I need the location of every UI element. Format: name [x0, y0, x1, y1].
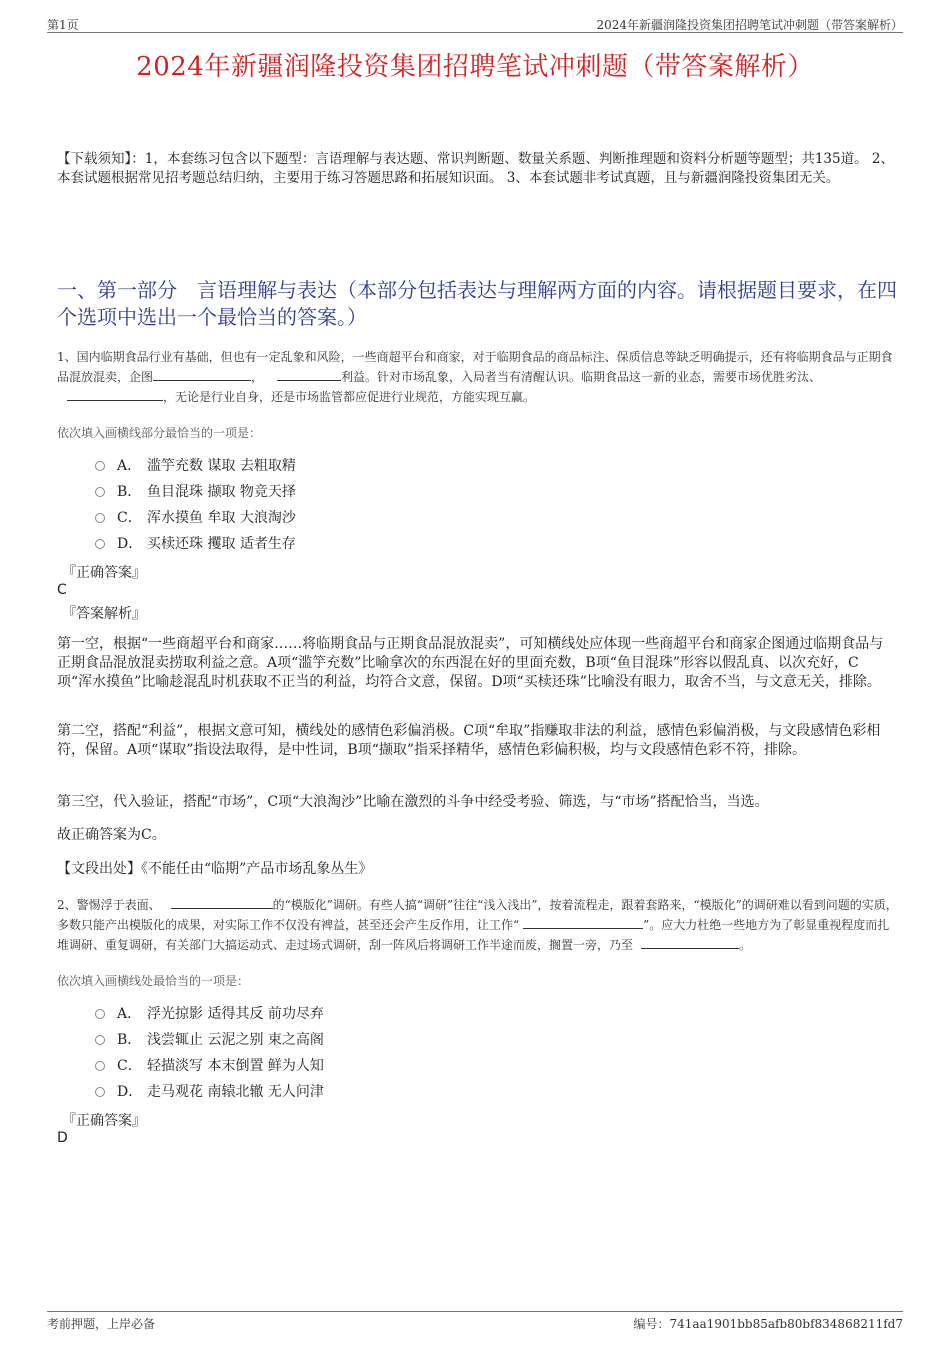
- document-title: 2024年新疆润隆投资集团招聘笔试冲刺题（带答案解析）: [136, 52, 814, 82]
- q1-analysis-paragraph-2: 第二空，搭配“利益”，根据文意可知，横线处的感情色彩偏消极。C项“牟取”指赚取非法的利益，感情色彩偏消极，与文段感情色彩相符，保留。A项“谋取”指设法取得，是中性词，B项“撷取”指采择精华，感情色彩偏积极，均与文段感情色彩不符，排除。: [57, 723, 881, 758]
- radio-icon[interactable]: [95, 1087, 105, 1097]
- q2-text-part-1: 2、警惕浮于表面、: [57, 898, 161, 912]
- q2-text-part-2: 的“模版化”调研。有些人搞“调研”往往“浅入浅出”，按着流程走，跟着套路来，“模版化”的调研难以看到问题的实质，多数只能产出模版化的成果，对实际工作不仅没有裨益，甚至还会产生反作用，让工作“: [57, 898, 898, 932]
- footer-slogan: 考前押题，上岸必备: [47, 1317, 156, 1331]
- q2-blank-3: [641, 936, 739, 949]
- q2-text-part-4: 。: [739, 938, 752, 952]
- page-header: [47, 14, 903, 33]
- q1-answer-label: 『正确答案』: [62, 565, 146, 581]
- q1-text-part-1: 1、国内临期食品行业有基础，但也有一定乱象和风险，一些商超平台和商家，对于临期食品的商品标注、保质信息等缺乏明确提示，还有将临期食品与正期食品混放混卖，企图: [57, 350, 893, 384]
- q1-blank-3: [67, 388, 163, 401]
- q1-text-part-4: ，无论是行业自身，还是市场监管都应促进行业规范，方能实现互赢。: [163, 390, 536, 404]
- radio-icon[interactable]: [95, 461, 105, 471]
- q1-option-c[interactable]: C． 浑水摸鱼 牟取 大浪淘沙: [95, 505, 296, 531]
- header-doc-title: 2024年新疆润隆投资集团招聘笔试冲刺题（带答案解析）: [596, 18, 903, 32]
- q1-analysis-label: 『答案解析』: [62, 606, 146, 622]
- q1-analysis-paragraph-3: 第三空，代入验证，搭配“市场”，C项“大浪淘沙”比喻在激烈的斗争中经受考验、筛选，与“市场”搭配恰当，当选。: [57, 794, 769, 810]
- question-2-stem: [57, 895, 898, 955]
- q2-option-b[interactable]: B． 浅尝辄止 云泥之别 束之高阁: [95, 1027, 324, 1053]
- q1-text-part-3: 利益。针对市场乱象，入局者当有清醒认识。临期食品这一新的业态，需要市场优胜劣汰、: [341, 370, 822, 384]
- q1-option-a[interactable]: A． 滥竽充数 谋取 去粗取精: [95, 453, 296, 479]
- q2-blank-1: [171, 896, 273, 909]
- q1-answer: C: [57, 582, 67, 598]
- q1-text-part-2: ，: [251, 370, 264, 384]
- q2-option-a[interactable]: A． 浮光掠影 适得其反 前功尽弃: [95, 1001, 324, 1027]
- q2-blank-2: [523, 916, 643, 929]
- page-number: 第1页: [47, 18, 79, 32]
- radio-icon[interactable]: [95, 513, 105, 523]
- radio-icon[interactable]: [95, 1061, 105, 1071]
- radio-icon[interactable]: [95, 539, 105, 549]
- q1-option-b[interactable]: B． 鱼目混珠 撷取 物竞天择: [95, 479, 296, 505]
- q2-text-part-3: ”。应大力杜绝一些地方为了彰显重视程度而扎堆调研、重复调研，有关部门大搞运动式、走过场式调研，刮一阵风后将调研工作半途而废，搁置一旁，乃至: [57, 918, 890, 952]
- question-1-stem: [57, 347, 898, 407]
- q1-analysis-conclusion: 故正确答案为C。: [57, 827, 166, 843]
- q2-answer-label: 『正确答案』: [62, 1113, 146, 1129]
- download-notice: 【下载须知】：1，本套练习包含以下题型：言语理解与表达题、常识判断题、数量关系题、判断推理题和资料分析题等题型；共135道。 2、本套试题根据常见招考题总结归纳，主要用于练习答题思路和拓展知识面。 3、本套试题非考试真题，且与新疆润隆投资集团无关。: [57, 151, 894, 186]
- q2-prompt: 依次填入画横线处最恰当的一项是：: [57, 974, 250, 988]
- section-heading: 一、第一部分 言语理解与表达（本部分包括表达与理解两方面的内容。请根据题目要求，在四个选项中选出一个最恰当的答案。）: [57, 278, 897, 329]
- q1-analysis-paragraph-1: 第一空，根据“一些商超平台和商家……将临期食品与正期食品混放混卖”，可知横线处应体现一些商超平台和商家企图通过临期食品与正期食品混放混卖捞取利益之意。A项“滥竽充数”比喻拿次的东西混在好的里面充数，B项“鱼目混珠”形容以假乱真、以次充好，C项“浑水摸鱼”比喻趁混乱时机获取不正当的利益，均符合文意，保留。D项“买椟还珠”比喻没有眼力，取舍不当，与文意无关，排除。: [57, 636, 884, 690]
- q1-source: 【文段出处】《不能任由“临期”产品市场乱象丛生》: [57, 861, 373, 877]
- q1-blank-1: [153, 368, 251, 381]
- q1-options: [95, 453, 296, 557]
- q1-prompt: 依次填入画横线部分最恰当的一项是：: [57, 426, 262, 440]
- radio-icon[interactable]: [95, 487, 105, 497]
- q2-options: [95, 1001, 324, 1105]
- radio-icon[interactable]: [95, 1009, 105, 1019]
- page-footer: [47, 1311, 903, 1334]
- q2-option-d[interactable]: D． 走马观花 南辕北辙 无人问津: [95, 1079, 324, 1105]
- q1-blank-2: [277, 368, 341, 381]
- q2-answer: D: [57, 1130, 68, 1146]
- q1-option-d[interactable]: D． 买椟还珠 攫取 适者生存: [95, 531, 296, 557]
- radio-icon[interactable]: [95, 1035, 105, 1045]
- q2-option-c[interactable]: C． 轻描淡写 本末倒置 鲜为人知: [95, 1053, 324, 1079]
- footer-doc-id: 编号：741aa1901bb85afb80bf834868211fd7: [633, 1317, 903, 1331]
